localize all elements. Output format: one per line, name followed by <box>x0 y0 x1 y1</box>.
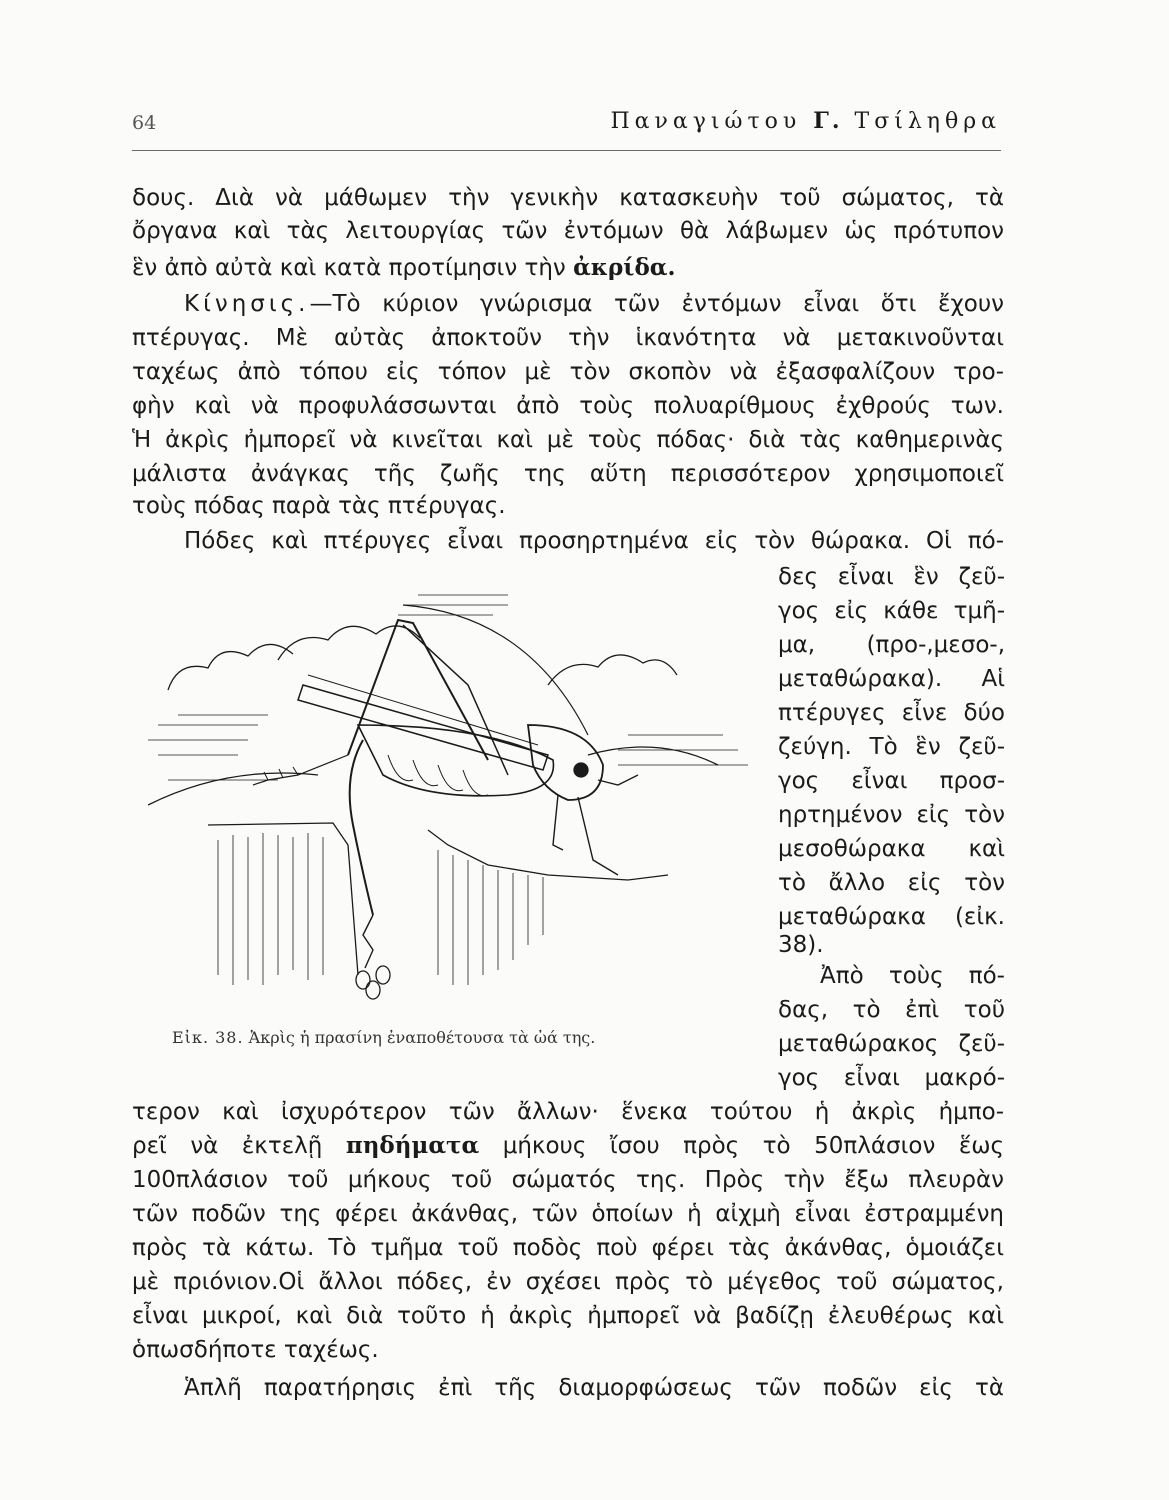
side-text-line: γος εἶναι μακρό- <box>778 1065 1005 1091</box>
text-line: πρὸς τὰ κάτω. Τὸ τμῆμα τοῦ ποδὸς ποὺ φέρει τὰς ἀκάνθας, ὁμοιάζει <box>132 1235 1004 1261</box>
term-pedimata: πηδήματα <box>345 1132 480 1159</box>
head <box>528 725 603 800</box>
side-text-line: μεταθώρακα). Αἱ <box>778 666 1005 692</box>
side-text-line: μα, (προ-,μεσο-, <box>778 632 1005 658</box>
egg <box>366 981 380 999</box>
text-line: δους. Διὰ νὰ μάθωμεν τὴν γενικὴν κατασκευὴν τοῦ σώματος, τὰ <box>132 185 1004 211</box>
running-title-initial: Γ. <box>813 108 843 134</box>
side-text-line: τὸ ἄλλο εἰς τὸν <box>778 870 1005 896</box>
text-line: τοὺς πόδας παρὰ τὰς πτέρυγας. <box>132 493 506 519</box>
text-line: ὄργανα καὶ τὰς λειτουργίας τῶν ἐντόμων θὰ λάβωμεν ὡς πρότυπον <box>132 218 1004 244</box>
text-line: ταχέως ἀπὸ τόπου εἰς τόπον μὲ τὸν σκοπὸν νὰ ἐξασφαλίζουν τρο- <box>132 359 1004 385</box>
text-line: φὴν καὶ νὰ προφυλάσσωνται ἀπὸ τοὺς πολυαρίθμους ἐχθρούς των. <box>132 393 1004 419</box>
side-text-line: πτέρυγες εἶνε δύο <box>778 700 1005 726</box>
page-number: 64 <box>132 112 157 134</box>
section-title-kinesis: Κίνησις. <box>184 291 310 317</box>
page-header <box>132 102 1001 151</box>
text-line: 100πλάσιον τοῦ μήκους τοῦ σώματός της. Πρὸς τὴν ἔξω πλευρὰν <box>132 1167 1004 1193</box>
figure-caption <box>172 1028 595 1047</box>
figure-caption-text: Ἀκρὶς ἡ πρασίνη ἐναποθέτουσα τὰ ὠά της. <box>248 1028 596 1047</box>
side-text-line: ηρτημένον εἰς τὸν <box>778 802 1005 828</box>
text-line: πτέρυγας. Μὲ αὐτὰς ἀποκτοῦν τὴν ἱκανότητα νὰ μετακινοῦνται <box>132 325 1004 351</box>
grasshopper-illustration <box>148 575 748 1015</box>
text-run: μήκους ἴσου πρὸς τὸ 50πλάσιον ἕως <box>502 1133 1005 1159</box>
antenna <box>403 605 588 735</box>
text-line: Πόδες καὶ πτέρυγες εἶναι προσηρτημένα εἰς τὸν θώρακα. Οἱ πό- <box>184 528 1004 554</box>
side-text-line: δες εἶναι ἓν ζεῦ- <box>778 564 1005 590</box>
side-text-line: μεσοθώρακα καὶ <box>778 836 1005 862</box>
text-run: ἓν ἀπὸ αὐτὰ καὶ κατὰ προτίμησιν τὴν <box>132 255 566 281</box>
hill-left <box>148 773 318 805</box>
side-text-line: ζεύγη. Τὸ ἓν ζεῦ- <box>778 734 1005 760</box>
side-text-line: Ἀπὸ τοὺς πό- <box>820 963 1005 989</box>
figure-label: Εἰκ. 38. <box>172 1028 244 1047</box>
running-title-name: Παναγιώτου <box>610 109 802 134</box>
eye <box>574 763 588 777</box>
side-text-line: μεταθώρακος ζεῦ- <box>778 1031 1005 1057</box>
side-text-line: 38). <box>778 932 824 958</box>
text-line: εἶναι μικροί, καὶ διὰ τοῦτο ἡ ἀκρὶς ἠμπορεῖ νὰ βαδίζῃ ἐλευθέρως καὶ <box>132 1303 1004 1329</box>
text-line: μὲ πριόνιον.Οἱ ἄλλοι πόδες, ἐν σχέσει πρὸς τὸ μέγεθος τοῦ σώματος, <box>132 1269 1004 1295</box>
side-text-line: γος εἶναι προσ- <box>778 768 1005 794</box>
cloud-left <box>168 644 293 690</box>
text-line: μάλιστα ἀνάγκας τῆς ζωῆς της αὕτη περισσότερον χρησιμοποιεῖ <box>132 461 1004 487</box>
text-line <box>132 252 1004 284</box>
running-title <box>610 108 1001 134</box>
text-line <box>132 1130 1004 1162</box>
cloud-right <box>548 655 677 685</box>
egg <box>376 966 390 984</box>
running-title-surname: Τσίληθρα <box>854 109 1001 134</box>
text-line: ὁπωσδήποτε ταχέως. <box>132 1337 379 1363</box>
egg <box>356 971 370 989</box>
text-run: —Τὸ κύριον γνώρισμα τῶν ἐντόμων εἶναι ὅτι ἔχουν <box>309 291 1004 317</box>
text-line: τερον καὶ ἰσχυρότερον τῶν ἄλλων· ἕνεκα τούτου ἡ ἀκρὶς ἠμπο- <box>132 1099 1004 1125</box>
hind-leg <box>348 620 488 760</box>
side-text-line: μεταθώρακα (εἰκ. <box>778 904 1005 930</box>
ovipositor <box>350 740 373 915</box>
side-text-line: γος εἰς κάθε τμῆ- <box>778 598 1005 624</box>
text-line: Ἁπλῆ παρατήρησις ἐπὶ τῆς διαμορφώσεως τῶν ποδῶν εἰς τὰ <box>184 1375 1004 1401</box>
side-text-line: δας, τὸ ἐπὶ τοῦ <box>778 997 1005 1023</box>
abdomen <box>358 725 553 796</box>
cloud-mid <box>278 626 420 660</box>
text-run: ρεῖ νὰ ἐκτελῇ <box>132 1133 323 1159</box>
text-line: Ἡ ἀκρὶς ἠμπορεῖ νὰ κινεῖται καὶ μὲ τοὺς πόδας· διὰ τὰς καθημερινὰς <box>132 427 1004 453</box>
term-akrida: ἀκρίδα. <box>573 254 676 281</box>
front-leg <box>553 795 618 875</box>
text-line <box>132 288 1004 320</box>
text-line: τῶν ποδῶν της φέρει ἀκάνθας, τῶν ὁποίων ἡ αἰχμὴ εἶναι ἐστραμμένη <box>132 1201 1004 1227</box>
